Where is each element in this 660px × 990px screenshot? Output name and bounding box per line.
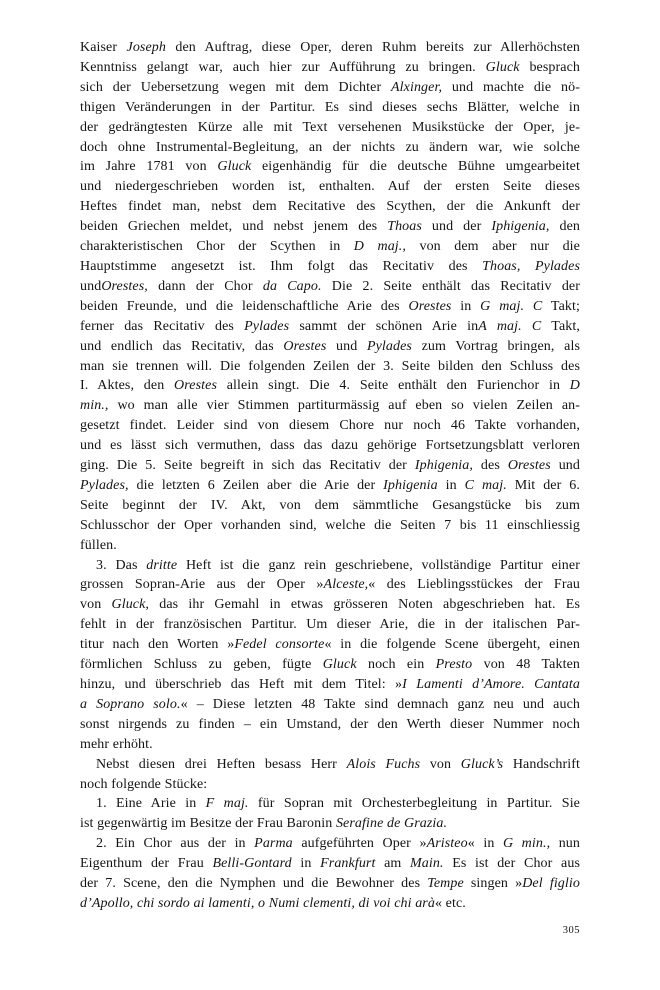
page-number: 305 [562, 925, 580, 936]
text-line: und es lässt sich vermuthen, dass das dazu gehörige Fortsetzungsblatt verloren [80, 438, 580, 454]
text-line: charakteristischen Chor der Scythen in D maj., von dem aber nur die [80, 239, 580, 255]
text-line: 2. Ein Chor aus der in Parma aufgeführten Oper »Aristeo« in G min., nun [96, 836, 581, 852]
text-line: Kaiser Joseph den Auftrag, diese Oper, deren Ruhm bereits zur Allerhöchsten [80, 40, 581, 55]
text-line: gesetzt findet. Leider sind von diesem Chore nur noch 46 Takte vorhanden, [80, 418, 580, 434]
text-line: und niedergeschrieben worden ist, enthalten. Auf der ersten Seite dieses [80, 179, 580, 195]
text-line: thigen Veränderungen in der Partitur. Es sind dieses sechs Blätter, welche in [80, 99, 580, 115]
text-line: Pylades, die letzten 6 Zeilen aber die Arie der Iphigenia in C maj. Mit der 6. [80, 477, 580, 493]
text-line: ferner das Recitativ des Pylades sammt der schönen Arie inA maj. C Takt, [80, 318, 580, 334]
text-line: sonst nirgends zu finden – ein Umstand, der den Werth dieser Nummer noch [80, 716, 580, 732]
text-line: fehlt in der französischen Partitur. Um dieser Arie, die in der italischen Par- [80, 617, 580, 633]
text-line: mehr erhöht. [80, 736, 153, 752]
text-line: förmlichen Schluss zu geben, fügte Gluck noch ein Presto von 48 Takten [80, 657, 580, 673]
text-line: beiden Griechen meldet, und nebst jenem des Thoas und der Iphigenia, den [80, 219, 580, 235]
text-line: titur nach den Worten »Fedel consorte« in die folgende Scene übergeht, einen [80, 637, 580, 653]
text-block [80, 38, 580, 914]
text-line: Nebst diesen drei Heften besass Herr Alois Fuchs von Gluck’s Handschrift [96, 756, 581, 772]
text-line: noch folgende Stücke: [80, 776, 208, 792]
text-line: ging. Die 5. Seite begreift in sich das Recitativ der Iphigenia, des Orestes und [80, 458, 580, 474]
text-line: hinzu, und überschrieb das Heft mit dem Titel: »I Lamenti d’Amore. Cantata [80, 677, 580, 692]
text-line: Seite beginnt der IV. Akt, von dem sämmtliche Gesangstücke bis zum [80, 497, 580, 513]
text-line: und endlich das Recitativ, das Orestes und Pylades zum Vortrag bringen, als [80, 338, 580, 354]
text-line: Kenntniss gelangt war, auch hier zur Aufführung zu bringen. Gluck besprach [80, 59, 580, 75]
text-line: man sie trennen will. Die folgenden Zeilen der 3. Seite bilden den Schluss des [80, 358, 580, 374]
text-line: ist gegenwärtig im Besitze der Frau Baronin Serafine de Grazia. [80, 816, 448, 832]
text-line: a Soprano solo.« – Diese letzten 48 Takte sind demnach ganz neu und auch [80, 696, 580, 712]
text-line: Eigenthum der Frau Belli-Gontard in Frankfurt am Main. Es ist der Chor aus [80, 856, 580, 872]
text-line: doch ohne Instrumental-Begleitung, an der nichts zu ändern war, wie solche [80, 139, 580, 155]
text-line: beiden Freunde, und die leidenschaftliche Arie des Orestes in G maj. C Takt; [80, 298, 580, 314]
text-line: von Gluck, das ihr Gemahl in etwas grösseren Noten abgeschrieben hat. Es [80, 597, 580, 613]
text-line: im Jahre 1781 von Gluck eigenhändig für die deutsche Bühne umgearbeitet [80, 159, 580, 175]
text-line: 3. Das dritte Heft ist die ganz rein geschriebene, vollständige Partitur einer [96, 557, 580, 573]
text-line: der gedrängtesten Kürze alle mit Text versehenen Musikstücke der Oper, je- [80, 119, 580, 135]
text-line: füllen. [80, 537, 117, 553]
text-line: der 7. Scene, den die Nymphen und die Bewohner des Tempe singen »Del figlio [80, 876, 580, 892]
text-line: sich der Uebersetzung wegen mit dem Dichter Alxinger, und machte die nö- [80, 79, 580, 95]
text-line: Schlusschor der Oper vorhanden sind, welche die Seiten 7 bis 11 einschliessig [80, 517, 580, 533]
text-line: Heftes findet man, nebst dem Recitative des Scythen, der die Ankunft der [80, 199, 580, 215]
text-line: I. Aktes, den Orestes allein singt. Die 4. Seite enthält den Furienchor in D [80, 378, 581, 394]
text-line: grossen Sopran-Arie aus der Oper »Alceste,« des Lieblingsstückes der Frau [80, 577, 580, 593]
text-line: min., wo man alle vier Stimmen partiturmässig auf eben so vielen Zeilen an- [80, 398, 580, 414]
text-line: Hauptstimme angesetzt ist. Ihm folgt das Recitativ des Thoas, Pylades [80, 258, 580, 274]
text-line: d’Apollo, chi sordo ai lamenti, o Numi clementi, di voi chi arà« etc. [80, 895, 466, 911]
text-line: 1. Eine Arie in F maj. für Sopran mit Orchesterbegleitung in Partitur. Sie [96, 796, 580, 812]
text-line: undOrestes, dann der Chor da Capo. Die 2. Seite enthält das Recitativ der [80, 278, 581, 294]
